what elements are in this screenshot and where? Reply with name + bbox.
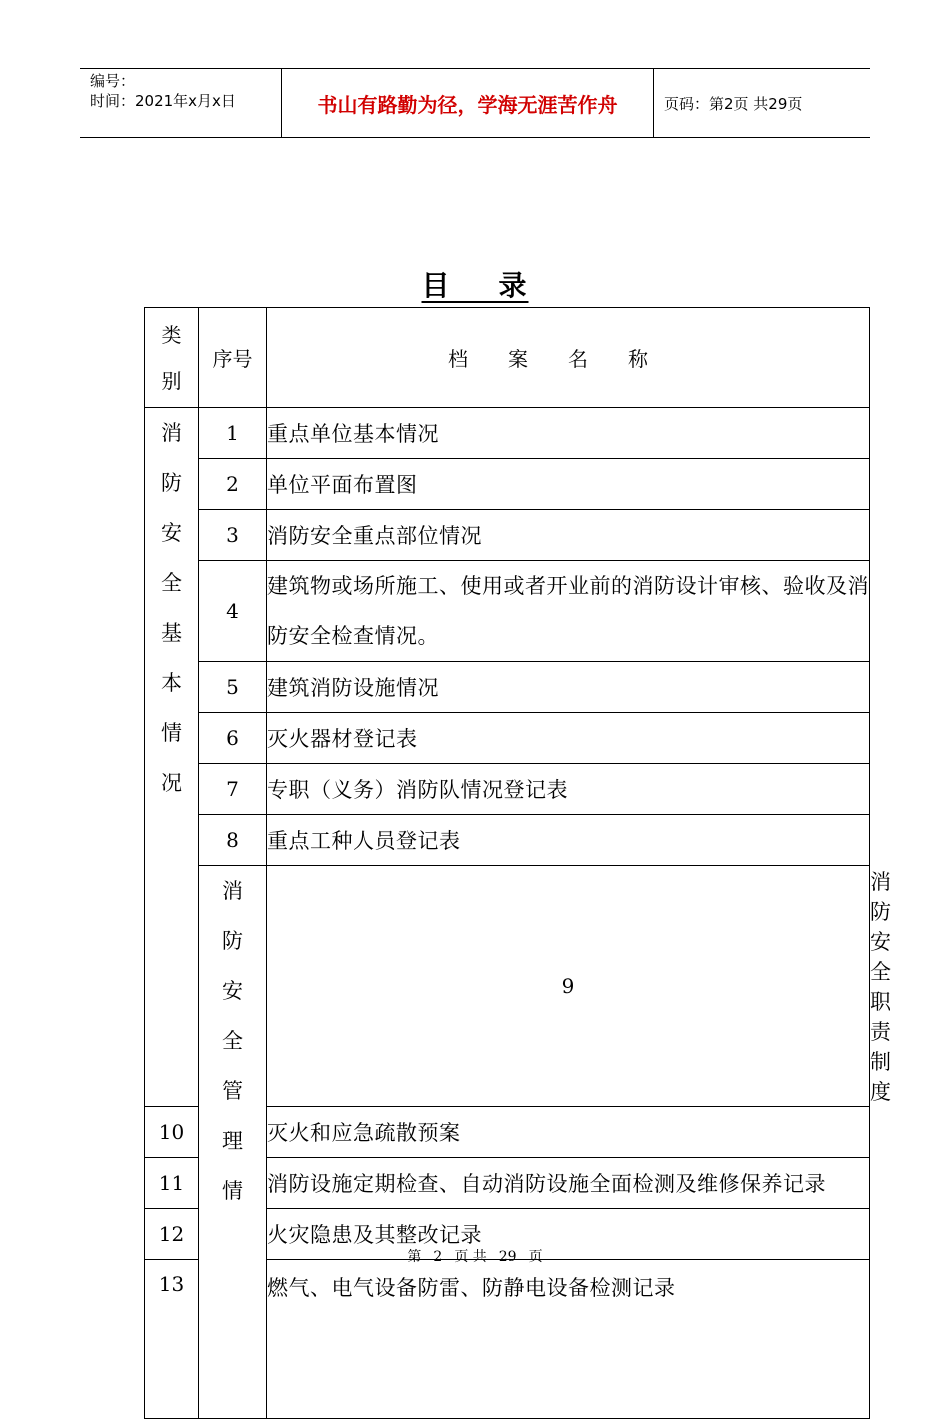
table-row — [145, 510, 870, 561]
row-number: 6 — [199, 713, 267, 764]
row-number: 12 — [145, 1209, 199, 1260]
table-row — [145, 459, 870, 510]
header-number: 序号 — [199, 308, 267, 408]
time-label: 时间：2021年x月x日 — [90, 92, 236, 110]
row-number: 2 — [199, 459, 267, 510]
footer-middle: 页 共 — [454, 1249, 487, 1265]
row-name: 专职（义务）消防队情况登记表 — [267, 764, 870, 815]
page-header — [80, 68, 870, 138]
table-row — [145, 408, 870, 459]
footer-total: 29 — [498, 1249, 517, 1265]
table-header-row — [145, 308, 870, 408]
title-text: 目 录 — [421, 269, 529, 302]
table-row: 消防安全管理情 9 消防安全职责制度 — [145, 866, 870, 1107]
footer-page: 2 — [433, 1249, 443, 1265]
header-meta — [80, 69, 282, 137]
table-row — [145, 713, 870, 764]
table-row — [145, 764, 870, 815]
row-name: 重点工种人员登记表 — [267, 815, 870, 866]
row-number: 7 — [199, 764, 267, 815]
footer-suffix: 页 — [528, 1249, 543, 1265]
row-name: 重点单位基本情况 — [267, 408, 870, 459]
table-row — [145, 561, 870, 662]
table-row — [145, 662, 870, 713]
header-page-info: 页码：第2页 共29页 — [664, 94, 803, 113]
header-category — [145, 308, 199, 408]
row-number: 11 — [145, 1158, 199, 1209]
category-label: 消防安全基本情况 — [161, 421, 182, 795]
serial-label: 编号： — [90, 72, 136, 90]
row-name: 消防设施定期检查、自动消防设施全面检测及维修保养记录 — [267, 1158, 870, 1209]
row-name: 单位平面布置图 — [267, 459, 870, 510]
header-name: 档案名称 — [267, 308, 870, 408]
row-name: 灭火和应急疏散预案 — [267, 1107, 870, 1158]
category-label: 消防安全管理情 — [222, 879, 243, 1203]
row-number: 5 — [199, 662, 267, 713]
row-name: 建筑物或场所施工、使用或者开业前的消防设计审核、验收及消防安全检查情况。 — [267, 561, 870, 662]
row-name: 火灾隐患及其整改记录 — [267, 1209, 870, 1260]
row-number: 9 — [267, 866, 870, 1107]
category-cell — [199, 866, 267, 1419]
row-name: 建筑消防设施情况 — [267, 662, 870, 713]
header-category-text: 类别 — [161, 322, 182, 393]
row-name: 灭火器材登记表 — [267, 713, 870, 764]
row-name: 消防安全重点部位情况 — [267, 510, 870, 561]
table-row — [145, 815, 870, 866]
row-number: 10 — [145, 1107, 199, 1158]
page-title — [0, 264, 950, 304]
row-name: 燃气、电气设备防雷、防静电设备检测记录 — [267, 1260, 870, 1419]
row-number: 1 — [199, 408, 267, 459]
page-footer — [0, 1246, 950, 1266]
footer-prefix: 第 — [407, 1249, 422, 1265]
row-number: 3 — [199, 510, 267, 561]
header-motto: 书山有路勤为径，学海无涯苦作舟 — [282, 69, 654, 137]
row-number: 4 — [199, 561, 267, 662]
row-number: 8 — [199, 815, 267, 866]
category-cell — [145, 408, 199, 1107]
row-number: 13 — [145, 1260, 199, 1419]
